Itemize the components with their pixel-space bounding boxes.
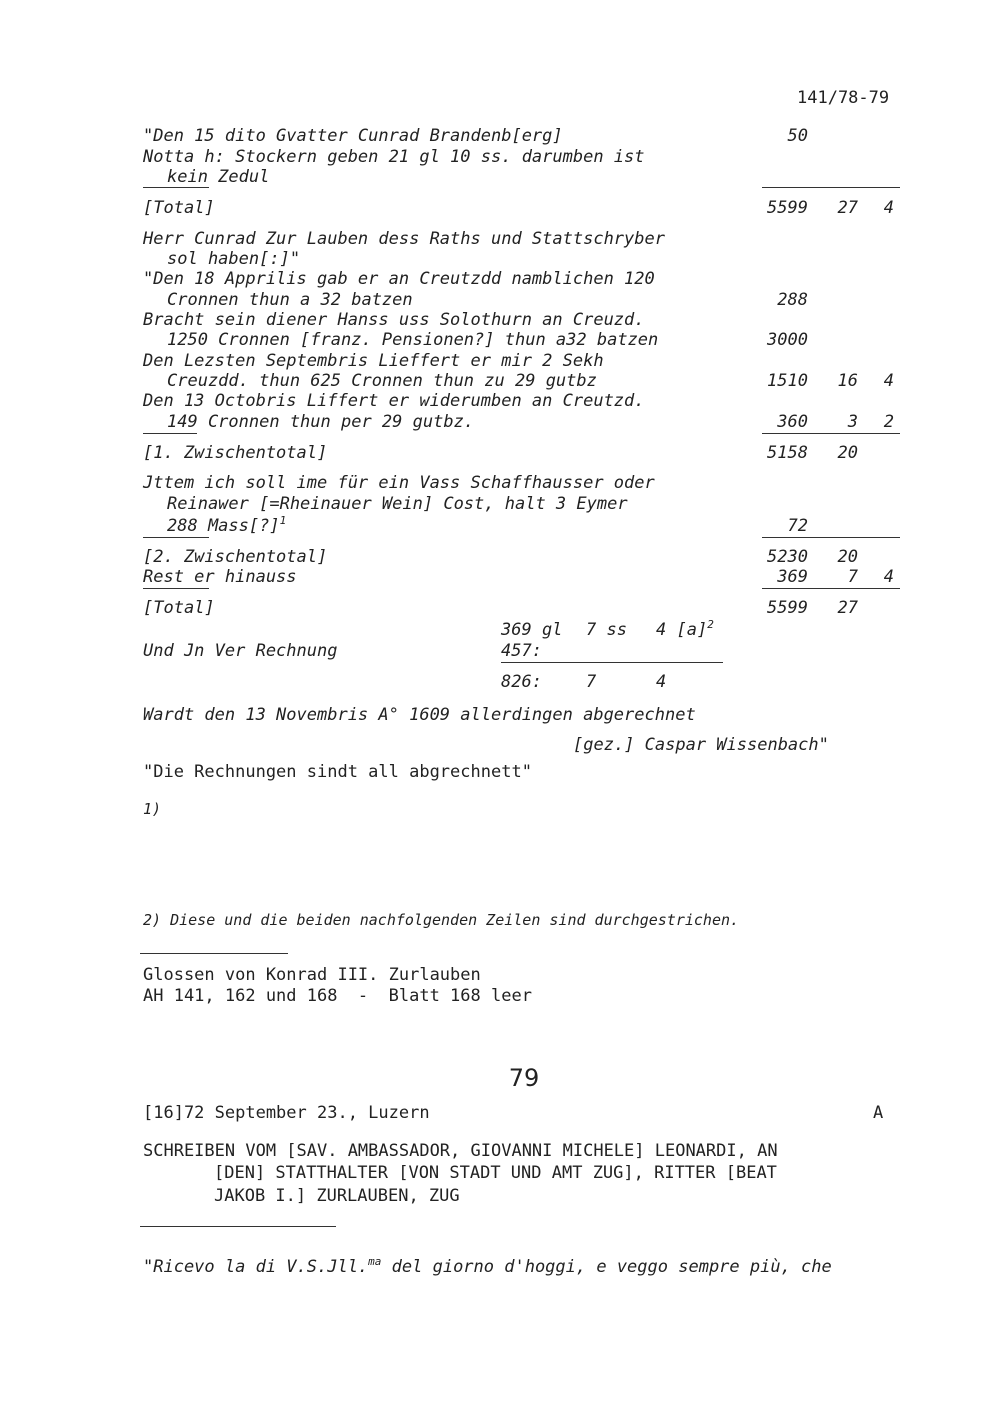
sum-rule	[762, 433, 900, 434]
reckoning-schilling: 7	[586, 672, 597, 692]
sum-rule	[762, 187, 900, 188]
sum-rule	[762, 537, 900, 538]
heading-separator	[140, 1226, 336, 1227]
amount-schilling: 3	[847, 412, 858, 432]
item-text-cont: Creuzdd. thun 625 Cronnen thun zu 29 gutbz	[167, 371, 597, 391]
amount-angster: 4	[883, 371, 894, 391]
amount-gulden: 360	[777, 412, 808, 432]
footnote-1: 1)	[143, 800, 162, 818]
closing-remark: "Die Rechnungen sindt all abgrechnett"	[143, 762, 532, 782]
item-text-cont: 149 Cronnen thun per 29 gutbz.	[167, 412, 475, 432]
divider	[143, 187, 209, 188]
amount-gulden: 72	[787, 516, 808, 536]
document-heading-cont: [DEN] STATTHALTER [VON STADT UND AMT ZUG], RITTER [BEAT	[214, 1163, 777, 1183]
superscript: ma	[368, 1255, 382, 1268]
item-text: Den Lezsten Septembris Lieffert er mir 2 Sekh	[143, 351, 604, 371]
amount-gulden: 5158	[767, 443, 808, 463]
item-text-cont: 288 Mass[?]$^1$	[167, 514, 287, 536]
footnote-marker: 1	[279, 514, 287, 527]
settlement-line: Wardt den 13 Novembris A° 1609 allerdingen abgerechnet	[143, 705, 696, 725]
footnote-2: 2) Diese und die beiden nachfolgenden Zeilen sind durchgestrichen.	[143, 911, 740, 929]
rest-label: Rest er hinauss	[143, 567, 297, 587]
item-text: Den 13 Octobris Liffert er widerumben an Creutzd.	[143, 391, 645, 411]
document-heading-cont: JAKOB I.] ZURLAUBEN, ZUG	[214, 1186, 460, 1206]
gloss-line: AH 141, 162 und 168 - Blatt 168 leer	[143, 986, 532, 1006]
amount-schilling: 20	[837, 547, 858, 567]
amount-gulden: 288	[777, 290, 808, 310]
reckoning-label: Und Jn Ver Rechnung	[143, 641, 338, 661]
signature: [gez.] Caspar Wissenbach"	[573, 735, 829, 755]
amount-angster: 4	[883, 567, 894, 587]
item-text-cont: Reinawer [=Rheinauer Wein] Cost, halt 3 Eymer	[167, 494, 628, 514]
subtotal-label: [1. Zwischentotal]	[143, 443, 328, 463]
reckoning-schilling: 7 ss	[586, 620, 627, 640]
reckoning-gulden: 457:	[501, 641, 542, 661]
document-heading: SCHREIBEN VOM [SAV. AMBASSADOR, GIOVANNI MICHELE] LEONARDI, AN	[143, 1141, 778, 1161]
divider	[143, 433, 197, 434]
amount-gulden: 5599	[767, 598, 808, 618]
amount-gulden: 3000	[767, 330, 808, 350]
footnote-marker: 2	[707, 618, 714, 631]
divider	[143, 588, 209, 589]
dateline-letter: A	[873, 1103, 884, 1123]
amount-schilling: 27	[837, 198, 858, 218]
amount-gulden: 50	[787, 126, 808, 146]
item-text: Jttem ich soll ime für ein Vass Schaffhausser oder	[143, 473, 655, 493]
entry-text: Notta h: Stockern geben 21 gl 10 ss. darumben ist	[143, 147, 645, 167]
section-heading: Herr Cunrad Zur Lauben dess Raths und Stattschryber	[143, 229, 665, 249]
amount-gulden: 5230	[767, 547, 808, 567]
amount-angster: 2	[883, 412, 894, 432]
amount-schilling: 20	[837, 443, 858, 463]
item-text-cont: Cronnen thun a 32 batzen	[167, 290, 413, 310]
total-label: [Total]	[143, 598, 215, 618]
section-heading-cont: sol haben[:]"	[167, 249, 301, 269]
reckoning-angster: 4	[656, 672, 667, 692]
amount-gulden: 1510	[767, 371, 808, 391]
entry-text-cont: kein Zedul	[167, 167, 270, 187]
item-text: Bracht sein diener Hanss uss Solothurn an Creuzd.	[143, 310, 645, 330]
item-text: "Den 18 Apprilis gab er an Creutzdd namblichen 120	[143, 269, 655, 289]
sum-rule	[762, 588, 900, 589]
divider	[143, 537, 209, 538]
item-text-cont: 1250 Cronnen [franz. Pensionen?] thun a32 batzen	[167, 330, 659, 350]
sum-rule	[501, 662, 723, 663]
entry-text: "Den 15 dito Gvatter Cunrad Brandenb[erg]	[143, 126, 563, 146]
reckoning-gulden: 369 gl	[501, 620, 563, 640]
amount-angster: 4	[883, 198, 894, 218]
amount-schilling: 7	[847, 567, 858, 587]
subtotal-label: [2. Zwischentotal]	[143, 547, 328, 567]
amount-schilling: 27	[837, 598, 858, 618]
dateline: [16]72 September 23., Luzern	[143, 1103, 430, 1123]
document-number: 79	[508, 1064, 540, 1092]
total-label: [Total]	[143, 198, 215, 218]
amount-gulden: 369	[777, 567, 808, 587]
reckoning-angster: 4 $[a]^2$	[656, 618, 714, 640]
page-reference: 141/78-79	[797, 88, 890, 108]
gloss-line: Glossen von Konrad III. Zurlauben	[143, 965, 481, 985]
reckoning-gulden: 826:	[501, 672, 542, 692]
amount-schilling: 16	[837, 371, 858, 391]
footnote-separator	[140, 953, 288, 954]
letter-quote: "Ricevo la di V.S.Jll.$^{ma}$ del giorno d'hoggi, e veggo sempre più, che	[143, 1255, 832, 1277]
amount-gulden: 5599	[767, 198, 808, 218]
